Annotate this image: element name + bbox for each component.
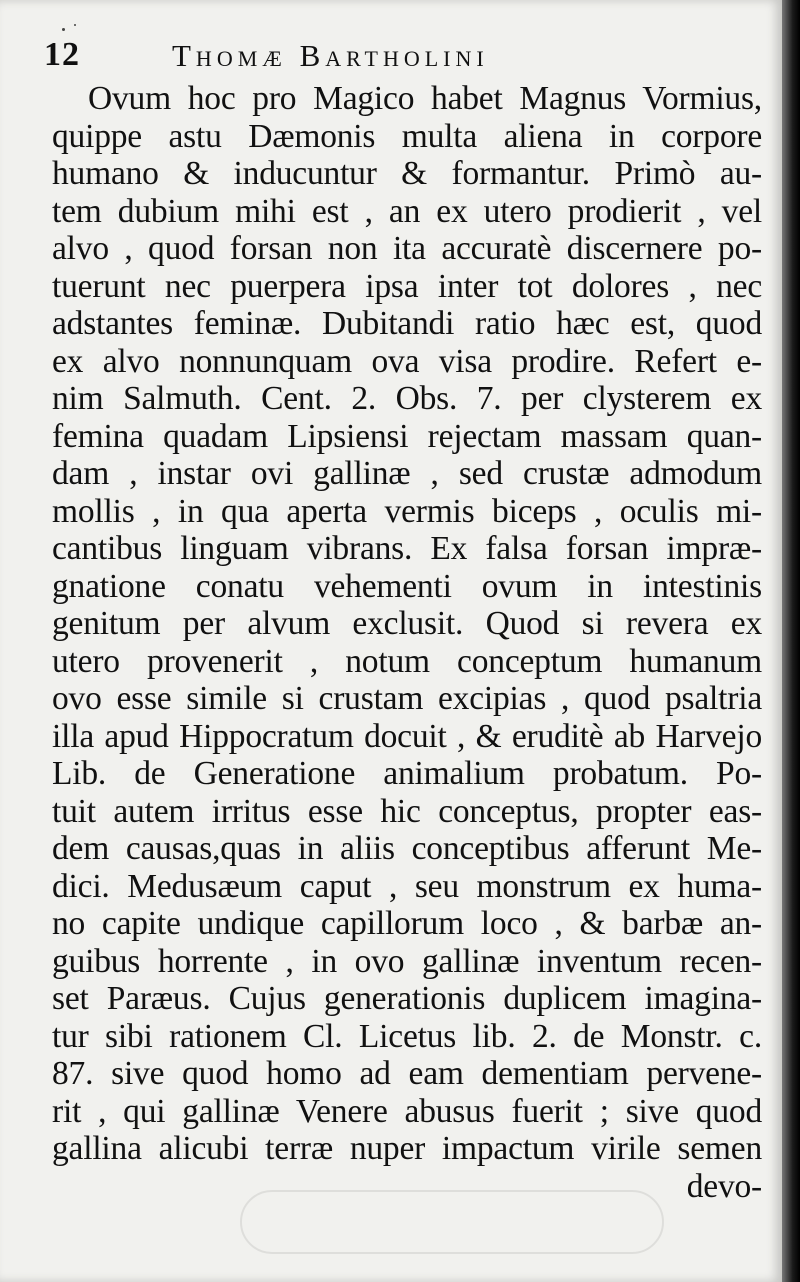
text-line: dici. Medusæum caput , seu monstrum ex huma- <box>52 867 762 905</box>
text-line: mollis , in qua aperta vermis biceps , oculis mi- <box>52 492 762 530</box>
ink-speck <box>74 24 76 26</box>
text-line: tuit autem irritus esse hic conceptus, propter eas- <box>52 792 762 830</box>
text-line: alvo , quod forsan non ita accuratè discernere po- <box>52 230 762 267</box>
text-line: Lib. de Generatione animalium probatum. Po- <box>52 755 762 792</box>
text-line: set Paræus. Cujus generationis duplicem imagina- <box>52 980 762 1017</box>
page-header <box>44 36 764 80</box>
text-line: dam , instar ovi gallinæ , sed crustæ admodum <box>52 455 762 492</box>
text-line: cantibus linguam vibrans. Ex falsa forsan impræ- <box>52 530 762 567</box>
page-number: 12 <box>44 36 80 73</box>
text-line: no capite undique capillorum loco , & barbæ an- <box>52 905 762 942</box>
text-line: Ovum hoc pro Magico habet Magnus Vormius, <box>88 80 762 117</box>
catchword: devo- <box>686 1167 762 1205</box>
ink-speck <box>62 28 65 31</box>
running-title: Thomæ Bartholini <box>172 38 489 73</box>
text-line: dem causas,quas in aliis conceptibus afferunt Me- <box>52 830 762 867</box>
text-line: utero provenerit , notum conceptum humanum <box>52 642 762 680</box>
show-through-stain <box>240 1190 664 1254</box>
text-line: gallina alicubi terræ nuper impactum virile semen <box>52 1130 762 1167</box>
text-line: adstantes feminæ. Dubitandi ratio hæc est, quod <box>52 305 762 342</box>
text-line: illa apud Hippocratum docuit , & eruditè ab Harvejo <box>52 717 762 755</box>
text-line: tuerunt nec puerpera ipsa inter tot dolores , nec <box>52 267 762 305</box>
text-line: nim Salmuth. Cent. 2. Obs. 7. per clysterem ex <box>52 380 762 417</box>
text-line: humano & inducuntur & formantur. Primò au- <box>52 155 762 192</box>
text-line: guibus horrente , in ovo gallinæ inventum recen- <box>52 942 762 980</box>
text-line: quippe astu Dæmonis multa aliena in corpore <box>52 117 762 155</box>
text-line: 87. sive quod homo ad eam dementiam pervene- <box>52 1055 762 1092</box>
text-line: tur sibi rationem Cl. Licetus lib. 2. de Monstr. c. <box>52 1017 762 1055</box>
text-line: ovo esse simile si crustam excipias , quod psaltria <box>52 680 762 717</box>
text-line: ex alvo nonnunquam ova visa prodire. Refert e- <box>52 342 762 380</box>
body-text <box>52 80 762 1205</box>
text-line: femina quadam Lipsiensi rejectam massam quan- <box>52 417 762 455</box>
text-line: rit , qui gallinæ Venere abusus fuerit ; sive quod <box>52 1092 762 1130</box>
text-line: tem dubium mihi est , an ex utero prodierit , vel <box>52 192 762 230</box>
text-line: genitum per alvum exclusit. Quod si revera ex <box>52 605 762 642</box>
text-line: gnatione conatu vehementi ovum in intestinis <box>52 567 762 605</box>
page-edge-shadow <box>782 0 800 1282</box>
